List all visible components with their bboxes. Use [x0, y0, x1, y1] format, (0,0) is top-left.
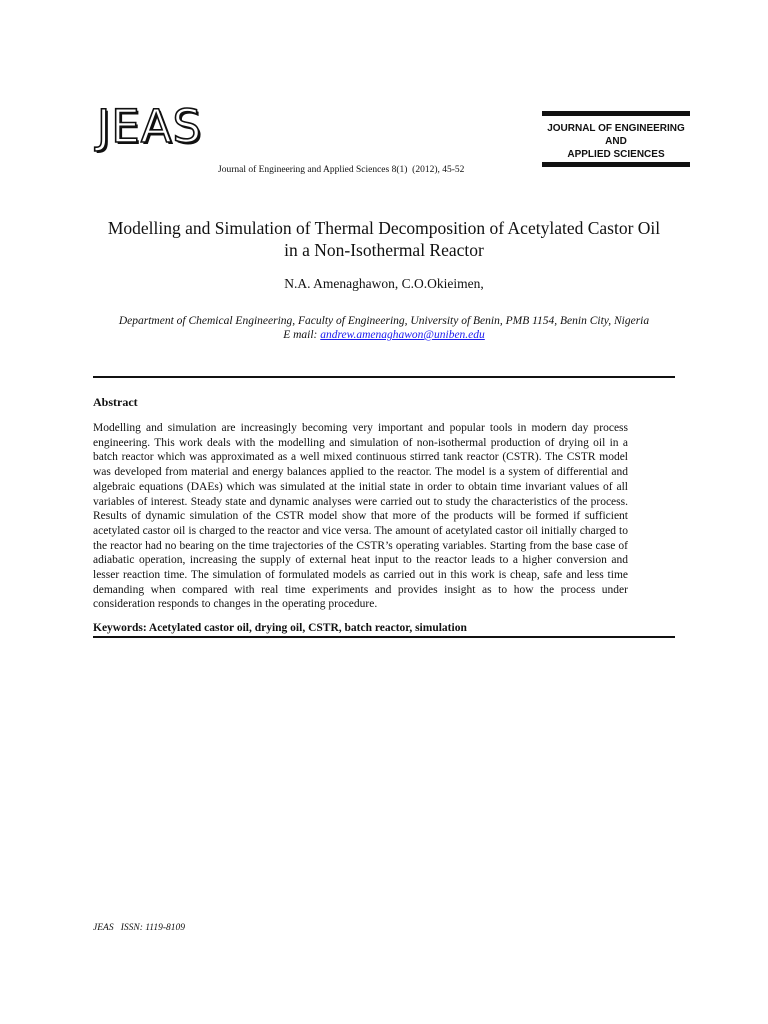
abstract-body: Modelling and simulation are increasingly becoming very important and popular tools in modern day process engineering. This work deals with the modelling and simulation of non-isothermal production of drying oil in a batch reactor which was approximated as a well mixed continuous stirred tank reactor (CSTR). The CSTR model was developed from material and energy balances applied to the reactor. The model is a system of differential and algebraic equations (DAEs) which was simulated at the initial state in order to obtain time invariant values of all variables of interest. Steady state and dynamic analyses were carried out to study the characteristics of the process. Results of dynamic simulation of the CSTR model show that more of the products will be formed if sufficient acetylated castor oil is charged to the reactor and vice versa. The amount of acetylated castor oil initially charged to the reactor had no bearing on the time trajectories of the CSTR’s operating variables. Starting from the base case of adiabatic operation, increasing the supply of external heat input to the reactor leads to a higher conversion and lesser reaction time. The simulation of formulated models as carried out in this work is cheap, safe and less time demanding when compared with real time experiments and provides insight as to how the process under consideration responds to changes in the operating procedure.	[93, 422, 628, 611]
top-divider	[93, 376, 675, 378]
paper-authors: N.A. Amenaghawon, C.O.Okieimen,	[284, 276, 484, 291]
author-affiliation: Department of Chemical Engineering, Faculty of Engineering, University of Benin, PMB 1154, Benin City, Nigeria	[118, 315, 650, 327]
journal-name-line-2: AND	[605, 136, 627, 147]
author-affiliation-block	[60, 314, 708, 342]
email-label: E mail:	[283, 329, 321, 341]
bottom-divider	[93, 636, 675, 638]
paper-title-line-2: in a Non-Isothermal Reactor	[284, 240, 484, 260]
keywords: Keywords: Acetylated castor oil, drying oil, CSTR, batch reactor, simulation	[93, 622, 467, 634]
paper-title	[60, 217, 708, 261]
page-footer: JEAS ISSN: 1119-8109	[93, 923, 185, 933]
contact-email-line	[60, 328, 708, 342]
email-link[interactable]: andrew.amenaghawon@uniben.edu	[320, 329, 485, 341]
paper-title-line-1: Modelling and Simulation of Thermal Decomposition of Acetylated Castor Oil	[107, 218, 661, 238]
journal-name-box	[542, 111, 690, 167]
journal-name-line-1: JOURNAL OF ENGINEERING	[547, 123, 685, 134]
journal-citation: Journal of Engineering and Applied Sciences 8(1) (2012), 45-52	[218, 165, 465, 175]
journal-logo: JEAS	[97, 100, 203, 153]
abstract-heading: Abstract	[93, 395, 138, 409]
journal-name-line-3: APPLIED SCIENCES	[567, 149, 665, 160]
